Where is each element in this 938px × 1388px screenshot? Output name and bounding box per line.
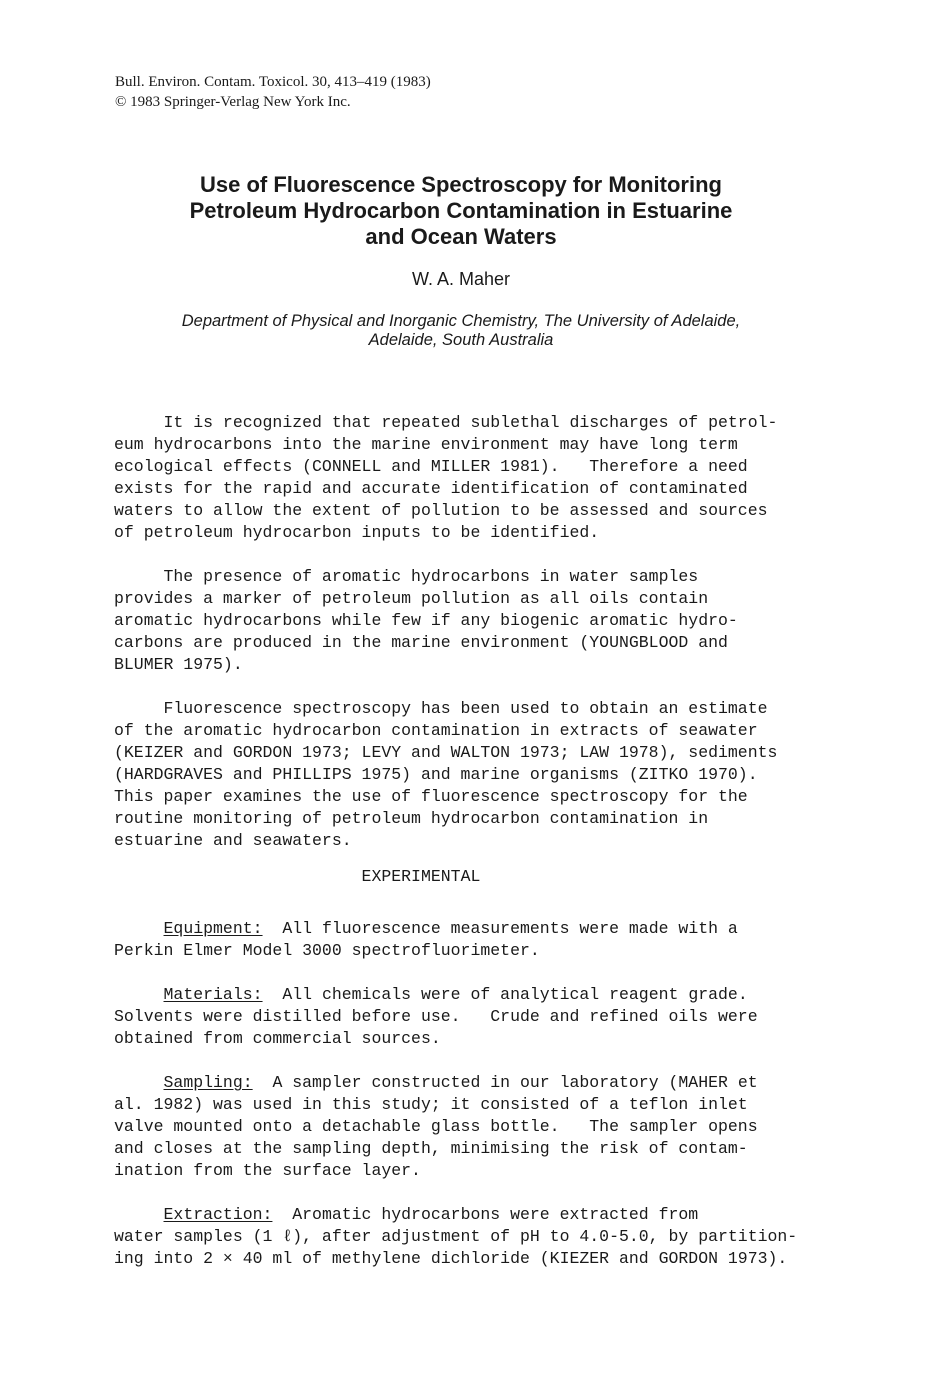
body-line: (KEIZER and GORDON 1973; LEVY and WALTON 1973; LAW 1978), sediments bbox=[114, 743, 778, 762]
body-line: (HARDGRAVES and PHILLIPS 1975) and marine organisms (ZITKO 1970). bbox=[114, 765, 758, 784]
body-line: water samples (1 ℓ), after adjustment of pH to 4.0-5.0, by partition- bbox=[114, 1227, 798, 1246]
subsection-label: Sampling: bbox=[163, 1073, 253, 1092]
subsection-first-line: Extraction: Aromatic hydrocarbons were extracted from bbox=[163, 1205, 699, 1224]
body-line: Fluorescence spectroscopy has been used to obtain an estimate bbox=[114, 699, 768, 718]
subsection-first-line: Materials: All chemicals were of analytical reagent grade. bbox=[163, 985, 748, 1004]
subsection-label: Extraction: bbox=[163, 1205, 273, 1224]
subsection-label: Equipment: bbox=[163, 919, 263, 938]
subsection-first-line: Sampling: A sampler constructed in our laboratory (MAHER et bbox=[163, 1073, 758, 1092]
body-line: aromatic hydrocarbons while few if any biogenic aromatic hydro- bbox=[114, 611, 738, 630]
paper-title bbox=[0, 172, 922, 250]
body-line: This paper examines the use of fluorescence spectroscopy for the bbox=[114, 787, 748, 806]
title-line: Petroleum Hydrocarbon Contamination in Estuarine bbox=[189, 198, 733, 223]
paper-body bbox=[114, 412, 854, 1270]
title-line: Use of Fluorescence Spectroscopy for Monitoring bbox=[200, 172, 722, 197]
body-line: carbons are produced in the marine environment (YOUNGBLOOD and bbox=[114, 633, 728, 652]
body-line: ecological effects (CONNELL and MILLER 1981). Therefore a need bbox=[114, 457, 748, 476]
journal-copyright: © 1983 Springer-Verlag New York Inc. bbox=[115, 94, 351, 110]
subsection-first-line: Equipment: All fluorescence measurements were made with a bbox=[163, 919, 738, 938]
journal-header bbox=[115, 72, 431, 112]
body-line: ing into 2 × 40 ml of methylene dichloride (KIEZER and GORDON 1973). bbox=[114, 1249, 788, 1268]
affiliation-line: Adelaide, South Australia bbox=[368, 331, 554, 349]
body-line: of the aromatic hydrocarbon contamination in extracts of seawater bbox=[114, 721, 758, 740]
body-line: al. 1982) was used in this study; it consisted of a teflon inlet bbox=[114, 1095, 748, 1114]
body-line: waters to allow the extent of pollution to be assessed and sources bbox=[114, 501, 768, 520]
body-line: It is recognized that repeated sublethal discharges of petrol- bbox=[114, 413, 778, 432]
body-line: ination from the surface layer. bbox=[114, 1161, 421, 1180]
subsection-label: Materials: bbox=[163, 985, 263, 1004]
body-line: Solvents were distilled before use. Crude and refined oils were bbox=[114, 1007, 758, 1026]
section-heading: EXPERIMENTAL bbox=[361, 867, 481, 886]
body-line: and closes at the sampling depth, minimising the risk of contam- bbox=[114, 1139, 748, 1158]
title-line: and Ocean Waters bbox=[365, 224, 557, 249]
body-line: The presence of aromatic hydrocarbons in water samples bbox=[114, 567, 699, 586]
body-line: BLUMER 1975). bbox=[114, 655, 243, 674]
body-line: estuarine and seawaters. bbox=[114, 831, 352, 850]
body-line: Perkin Elmer Model 3000 spectrofluorimeter. bbox=[114, 941, 540, 960]
body-line: exists for the rapid and accurate identification of contaminated bbox=[114, 479, 748, 498]
body-line: provides a marker of petroleum pollution as all oils contain bbox=[114, 589, 709, 608]
body-line: obtained from commercial sources. bbox=[114, 1029, 441, 1048]
body-line: routine monitoring of petroleum hydrocarbon contamination in bbox=[114, 809, 709, 828]
journal-citation: Bull. Environ. Contam. Toxicol. 30, 413–419 (1983) bbox=[115, 74, 431, 90]
body-line: eum hydrocarbons into the marine environment may have long term bbox=[114, 435, 738, 454]
author-name: W. A. Maher bbox=[411, 269, 511, 289]
body-line: valve mounted onto a detachable glass bottle. The sampler opens bbox=[114, 1117, 758, 1136]
affiliation-line: Department of Physical and Inorganic Chemistry, The University of Adelaide, bbox=[181, 312, 741, 330]
affiliation bbox=[0, 312, 922, 350]
body-line: of petroleum hydrocarbon inputs to be identified. bbox=[114, 523, 600, 542]
